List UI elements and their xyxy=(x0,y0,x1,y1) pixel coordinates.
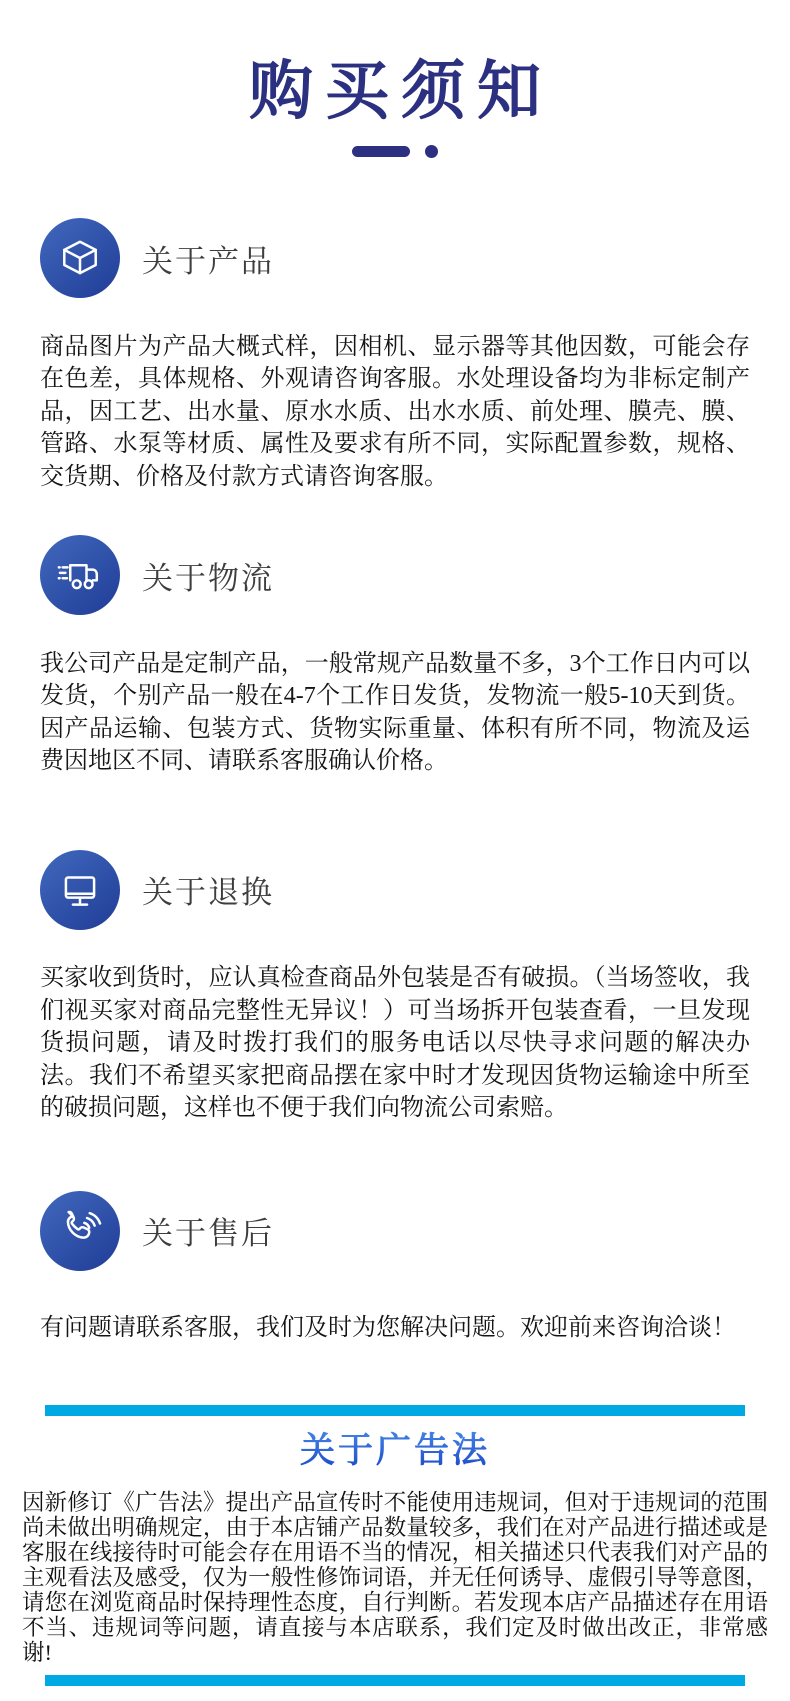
truck-icon xyxy=(40,535,120,615)
section-about-logistics xyxy=(40,527,750,777)
decoration-dot xyxy=(425,145,438,158)
monitor-icon xyxy=(40,850,120,930)
page-title: 购买须知 xyxy=(249,56,553,127)
section-header xyxy=(40,527,750,623)
title-decoration xyxy=(0,145,790,158)
section-header xyxy=(40,842,750,938)
section-body-text: 商品图片为产品大概式样，因相机、显示器等其他因数，可能会存在色差，具体规格、外观请咨询客服。水处理设备均为非标定制产品，因工艺、出水量、原水水质、出水水质、前处理、膜壳、膜、管路、水泵等材质、属性及要求有所不同，实际配置参数，规格、交货期、价格及付款方式请咨询客服。 xyxy=(40,333,750,490)
section-body-text: 我公司产品是定制产品，一般常规产品数量不多，3个工作日内可以发货，个别产品一般在4-7个工作日发货，发物流一般5-10天到货。因产品运输、包装方式、货物实际重量、体积有所不同，物流及运费因地区不同、请联系客服确认价格。 xyxy=(40,650,750,775)
section-heading: 关于产品 xyxy=(142,243,274,279)
section-ad-law xyxy=(0,1429,790,1665)
section-about-returns xyxy=(40,842,750,1125)
cube-icon xyxy=(40,218,120,298)
section-heading: 关于售后 xyxy=(142,1216,274,1252)
ad-law-body-text: 因新修订《广告法》提出产品宣传时不能使用违规词，但对于违规词的范围尚未做出明确规定，由于本店铺产品数量较多，我们在对产品进行描述或是客服在线接待时可能会存在用语不当的情况，相关描述只代表我们对产品的主观看法及感受，仅为一般性修饰词语，并无任何诱导、虚假引导等意图，请您在浏览商品时保持理性态度，自行判断。若发现本店产品描述存在用语不当、违规词等问题，请直接与本店联系，我们定及时做出改正，非常感谢! xyxy=(22,1490,768,1666)
ad-law-heading: 关于广告法 xyxy=(0,1429,790,1473)
page-header xyxy=(0,0,790,158)
section-heading: 关于物流 xyxy=(142,560,274,596)
section-header xyxy=(40,1183,750,1279)
section-body-text: 有问题请联系客服，我们及时为您解决问题。欢迎前来咨询洽谈！ xyxy=(40,1314,736,1341)
section-about-aftersales xyxy=(40,1183,750,1345)
divider-bar-top xyxy=(45,1405,745,1416)
section-about-product xyxy=(40,210,750,493)
notice-content xyxy=(40,210,750,1344)
decoration-dash xyxy=(352,146,410,157)
divider-bar-bottom xyxy=(45,1675,745,1686)
section-body-text: 买家收到货时，应认真检查商品外包装是否有破损。（当场签收，我们视买家对商品完整性无异议！）可当场拆开包装查看，一旦发现货损问题，请及时拨打我们的服务电话以尽快寻求问题的解决办法。我们不希望买家把商品摆在家中时才发现因货物运输途中所至的破损问题，这样也不便于我们向物流公司索赔。 xyxy=(40,965,750,1121)
section-heading: 关于退换 xyxy=(142,875,274,911)
section-header xyxy=(40,210,750,306)
phone-icon xyxy=(40,1191,120,1271)
